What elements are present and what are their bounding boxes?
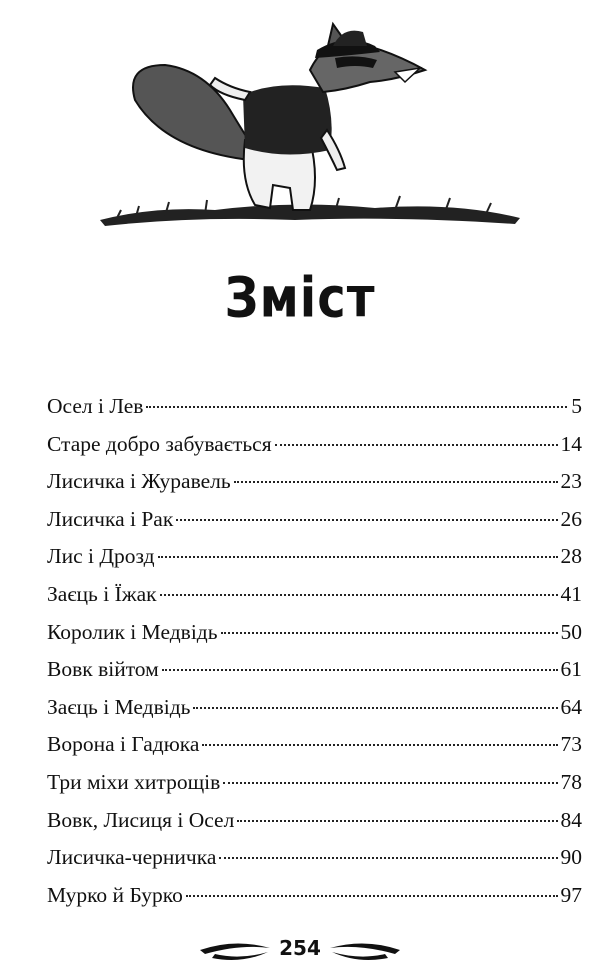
dot-leader (176, 519, 557, 521)
toc-entry-title: Вовк війтом (47, 657, 159, 682)
toc-entry-page: 97 (560, 882, 582, 907)
dot-leader (221, 632, 558, 634)
toc-entry-page: 64 (560, 694, 582, 719)
toc-entry-page: 28 (560, 544, 582, 569)
toc-entry-page: 78 (560, 769, 582, 794)
dot-leader (158, 556, 558, 558)
toc-entry-page: 73 (560, 732, 582, 757)
dot-leader (160, 594, 558, 596)
toc-entry-page: 61 (560, 657, 582, 682)
toc-entry-title: Три міхи хитрощів (47, 769, 221, 794)
toc-entry-title: Заєць і Їжак (47, 581, 157, 606)
toc-entry-title: Мурко й Бурко (47, 882, 183, 907)
toc-entry-title: Лисичка-черничка (47, 845, 217, 870)
toc-entry[interactable] (47, 388, 582, 426)
page-number: 254 (279, 936, 321, 960)
toc-entry-page: 50 (560, 619, 582, 644)
toc-entry[interactable] (47, 726, 582, 764)
toc-entry[interactable] (47, 877, 582, 915)
dot-leader (162, 669, 558, 671)
toc-entry[interactable] (47, 576, 582, 614)
toc-entry[interactable] (47, 651, 582, 689)
toc-entry-title: Лисичка і Рак (47, 506, 174, 531)
toc-entry[interactable] (47, 501, 582, 539)
toc-entry-page: 90 (560, 845, 582, 870)
toc-entry-page: 41 (560, 581, 582, 606)
toc-entry[interactable] (47, 463, 582, 501)
toc-entry-page: 26 (560, 506, 582, 531)
toc-entry[interactable] (47, 614, 582, 652)
toc-entry[interactable] (47, 764, 582, 802)
toc-entry-title: Заєць і Медвідь (47, 694, 191, 719)
dot-leader (219, 857, 557, 859)
dot-leader (234, 481, 558, 483)
dot-leader (146, 406, 567, 408)
table-of-contents (47, 388, 582, 914)
toc-entry-title: Вовк, Лисиця і Осел (47, 807, 235, 832)
toc-entry-title: Ворона і Гадюка (47, 732, 200, 757)
toc-entry[interactable] (47, 426, 582, 464)
toc-entry[interactable] (47, 538, 582, 576)
toc-entry-title: Осел і Лев (47, 394, 144, 418)
toc-entry-title: Старе добро забувається (47, 431, 272, 456)
toc-entry[interactable] (47, 689, 582, 727)
dot-leader (186, 895, 558, 897)
toc-entry-title: Лис і Дрозд (47, 544, 155, 569)
toc-entry-title: Лисичка і Журавель (47, 469, 231, 494)
toc-entry-page: 84 (560, 807, 582, 832)
toc-entry-page: 23 (560, 469, 582, 494)
page-title: Зміст (224, 265, 376, 331)
dot-leader (237, 820, 557, 822)
dot-leader (275, 444, 558, 446)
dot-leader (202, 744, 557, 746)
fox-in-hat-illustration-icon (95, 10, 525, 235)
toc-entry-page: 5 (571, 394, 582, 418)
dot-leader (193, 707, 557, 709)
toc-entry[interactable] (47, 802, 582, 840)
toc-entry-page: 14 (560, 431, 582, 456)
toc-entry-title: Королик і Медвідь (47, 619, 218, 644)
toc-entry[interactable] (47, 839, 582, 877)
dot-leader (223, 782, 557, 784)
